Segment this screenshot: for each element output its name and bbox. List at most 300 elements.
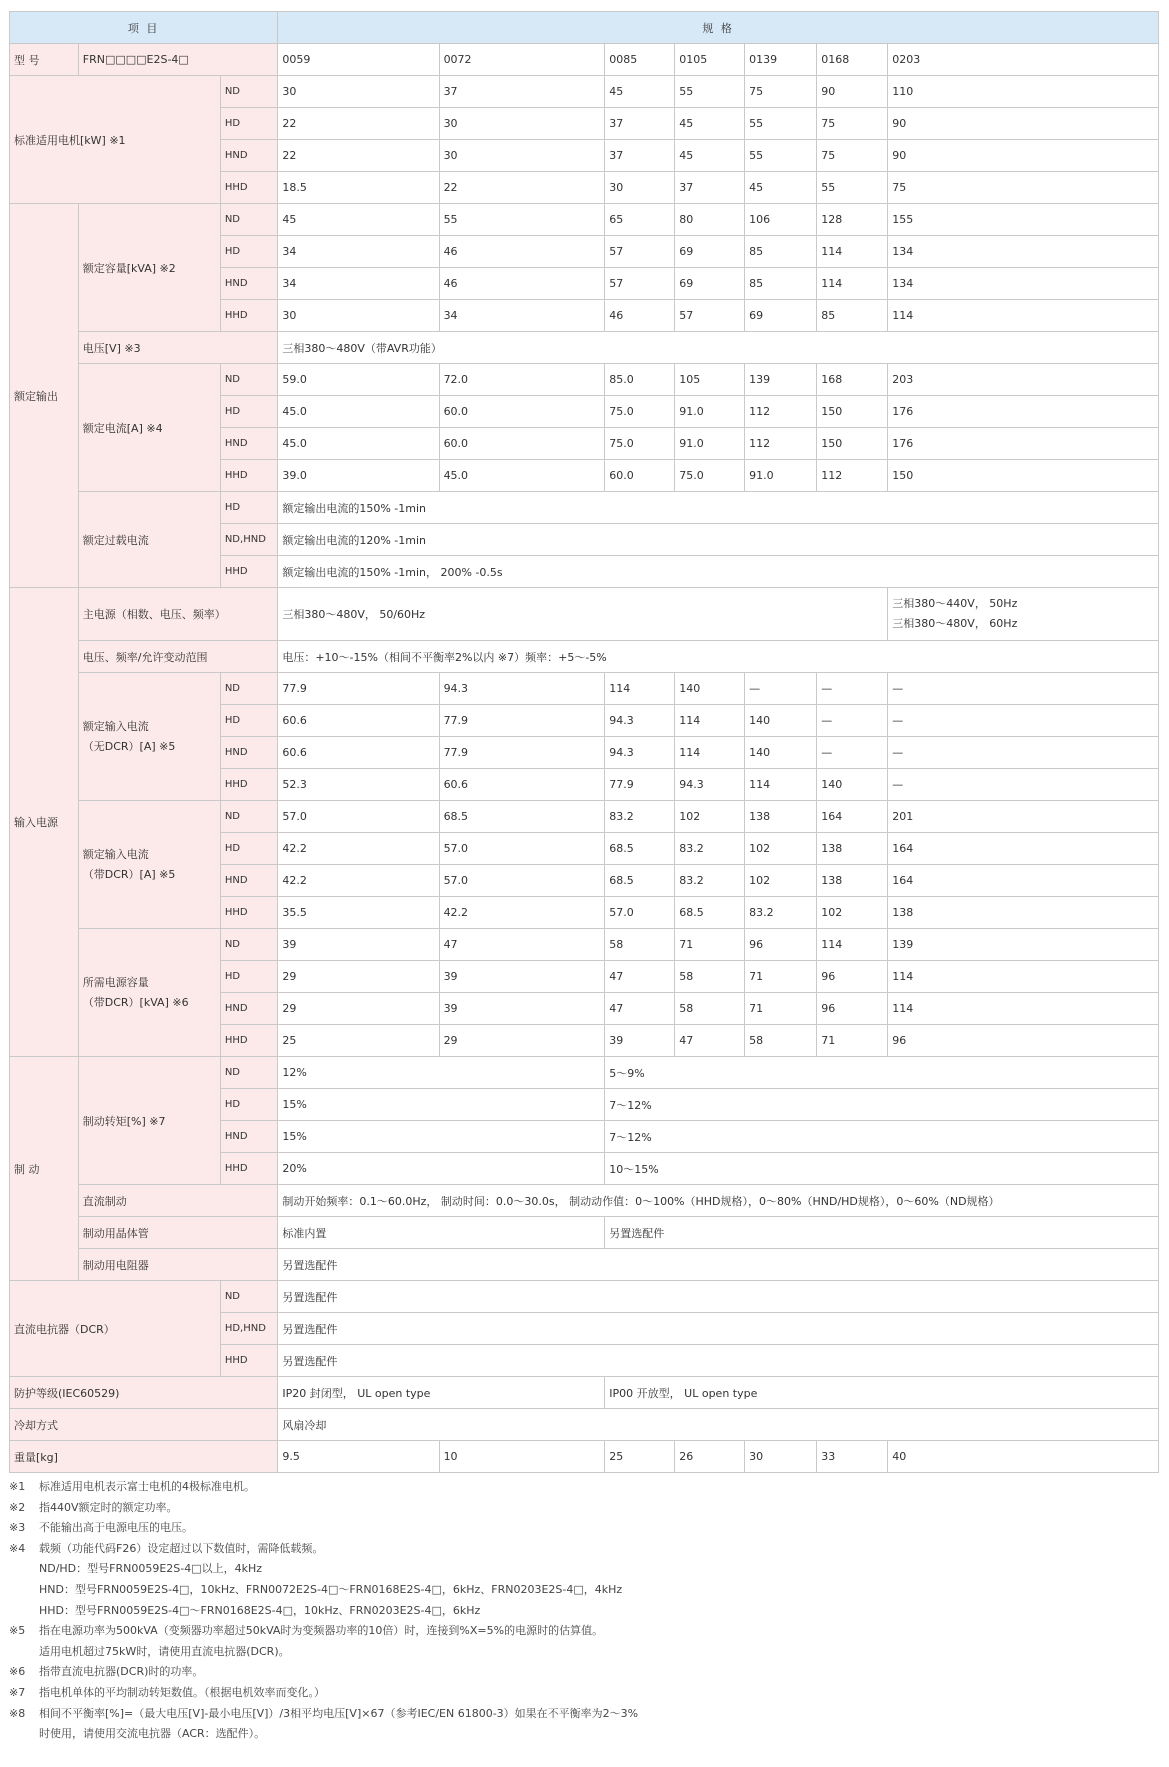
model-label: 型 号: [10, 44, 79, 76]
cell: 68.5: [605, 865, 675, 897]
cell: 0168: [817, 44, 888, 76]
main-power-row: [10, 588, 1159, 641]
mode-label: HHD: [220, 1025, 278, 1057]
footnote-key: ※2: [9, 1500, 26, 1514]
cell: 138: [745, 801, 817, 833]
cell: 0139: [745, 44, 817, 76]
cell: 140: [675, 673, 745, 705]
withdcr-label-line1: 额定输入电流: [82, 847, 149, 861]
footnote-text: HND：型号FRN0059E2S-4□，10kHz、FRN0072E2S-4□～FRN0168E2S-4□，6kHz、FRN0203E2S-4□，4kHz: [39, 1582, 623, 1596]
mode-label: HHD: [220, 300, 278, 332]
cell: 110: [888, 76, 1159, 108]
cell: 77.9: [605, 769, 675, 801]
footnote-key: ※7: [9, 1685, 26, 1699]
mode-label: HHD: [220, 460, 278, 492]
cell: 57: [675, 300, 745, 332]
model-row: [10, 44, 1159, 76]
mode-label: HHD: [220, 1345, 278, 1377]
mode-label: HHD: [220, 1153, 278, 1185]
overload-label: 额定过载电流: [78, 492, 220, 588]
voltage-label: 电压[V] ※3: [78, 332, 278, 364]
cell: 34: [278, 236, 439, 268]
mode-label: HD,HND: [220, 1313, 278, 1345]
cell: —: [817, 673, 888, 705]
footnote-text: 指在电源功率为500kVA（变频器功率超过50kVA时为变频器功率的10倍）时，连接到%X=5%的电源时的估算值。: [39, 1624, 604, 1638]
cell: 114: [888, 961, 1159, 993]
cell: 12%: [278, 1057, 605, 1089]
cell: 18.5: [278, 172, 439, 204]
cell: 71: [675, 929, 745, 961]
dc-brake-row: [10, 1185, 1159, 1217]
overload-row-hd: [10, 492, 1159, 524]
torque-row-nd: [10, 1057, 1159, 1089]
cell: 55: [745, 108, 817, 140]
braking-label: 制 动: [10, 1057, 79, 1281]
weight-row: [10, 1441, 1159, 1473]
cell: 30: [439, 140, 605, 172]
footnote-text: 时使用，请使用交流电抗器（ACR：选配件）。: [39, 1727, 266, 1741]
cell: 45: [675, 108, 745, 140]
cell: 55: [745, 140, 817, 172]
cell: 39: [439, 993, 605, 1025]
footnote: [9, 1498, 1159, 1519]
cell: 30: [439, 108, 605, 140]
cell: 45.0: [278, 396, 439, 428]
cell: 94.3: [675, 769, 745, 801]
cell: 112: [817, 460, 888, 492]
resistor-value: 另置选配件: [278, 1249, 1159, 1281]
cell: 85: [817, 300, 888, 332]
cell: 114: [675, 705, 745, 737]
footnote-key: ※6: [9, 1665, 26, 1679]
mode-label: HND: [220, 865, 278, 897]
mode-label: HHD: [220, 897, 278, 929]
cell: 22: [278, 140, 439, 172]
cell: 42.2: [439, 897, 605, 929]
cell: 39: [439, 961, 605, 993]
cell: 42.2: [278, 833, 439, 865]
dc-brake-value: 制动开始频率：0.1～60.0Hz， 制动时间：0.0～30.0s， 制动动作值：0～100%（HHD规格），0～80%（HND/HD规格），0～60%（ND规格）: [278, 1185, 1159, 1217]
cell: 30: [278, 300, 439, 332]
mode-label: HD: [220, 108, 278, 140]
cell: 60.6: [278, 705, 439, 737]
tolerance-value: 电压：+10～-15%（相间不平衡率2%以内 ※7）频率：+5～-5%: [278, 641, 1159, 673]
cell: 85.0: [605, 364, 675, 396]
protection-row: [10, 1377, 1159, 1409]
cell: 45.0: [439, 460, 605, 492]
cell: 60.0: [605, 460, 675, 492]
mode-label: HND: [220, 268, 278, 300]
footnotes: [9, 1477, 1159, 1745]
cell: 9.5: [278, 1441, 439, 1473]
nodcr-label-line2: （无DCR）[A] ※5: [82, 739, 176, 753]
cell: 另置选配件: [278, 1345, 1159, 1377]
cell: 102: [745, 865, 817, 897]
footnote: [9, 1518, 1159, 1539]
footnote-text: 指带直流电抗器(DCR)时的功率。: [39, 1665, 204, 1679]
main-power-label: 主电源（相数、电压、频率）: [78, 588, 278, 641]
cell: 68.5: [675, 897, 745, 929]
cell: 77.9: [439, 705, 605, 737]
footnote: [9, 1724, 1159, 1745]
cell: 37: [675, 172, 745, 204]
cell: 29: [278, 993, 439, 1025]
cell: 25: [278, 1025, 439, 1057]
nodcr-row-nd: [10, 673, 1159, 705]
footnote-text: 载频（功能代码F26）设定超过以下数值时，需降低载频。: [39, 1541, 324, 1555]
cell: 96: [745, 929, 817, 961]
footnote-text: 适用电机超过75kW时，请使用直流电抗器(DCR)。: [39, 1644, 290, 1658]
cell: —: [888, 705, 1159, 737]
withdcr-row-nd: [10, 801, 1159, 833]
mode-label: HHD: [220, 556, 278, 588]
cell: —: [888, 769, 1159, 801]
footnote-text: ND/HD：型号FRN0059E2S-4□以上，4kHz: [39, 1562, 263, 1576]
cell: 75: [817, 108, 888, 140]
cell: 83.2: [745, 897, 817, 929]
weight-label: 重量[kg]: [10, 1441, 278, 1473]
transistor-value-b: 另置选配件: [605, 1217, 1159, 1249]
cell: 55: [675, 76, 745, 108]
main-power-last: [888, 588, 1159, 641]
cell: 57.0: [439, 865, 605, 897]
cell: 30: [745, 1441, 817, 1473]
cell: 134: [888, 268, 1159, 300]
cell: 91.0: [675, 428, 745, 460]
footnote: [9, 1642, 1159, 1663]
cell: 75.0: [605, 428, 675, 460]
mode-label: HD: [220, 396, 278, 428]
footnote: [9, 1621, 1159, 1642]
cell: 90: [817, 76, 888, 108]
cell: 114: [817, 929, 888, 961]
cell: 57: [605, 236, 675, 268]
cell: 0203: [888, 44, 1159, 76]
cell: 105: [675, 364, 745, 396]
cell: 35.5: [278, 897, 439, 929]
cell: 57.0: [439, 833, 605, 865]
cell: 34: [278, 268, 439, 300]
cell: 45.0: [278, 428, 439, 460]
voltage-row: [10, 332, 1159, 364]
torque-label: 制动转矩[%] ※7: [78, 1057, 220, 1185]
tolerance-label: 电压、频率/允许变动范围: [78, 641, 278, 673]
resistor-label: 制动用电阻器: [78, 1249, 278, 1281]
cell: 0072: [439, 44, 605, 76]
footnote: [9, 1601, 1159, 1622]
cell: 176: [888, 396, 1159, 428]
power-row-nd: [10, 929, 1159, 961]
cell: 47: [605, 961, 675, 993]
cell: 94.3: [605, 737, 675, 769]
cell: 139: [888, 929, 1159, 961]
mode-label: ND: [220, 801, 278, 833]
cell: 58: [675, 961, 745, 993]
footnote: [9, 1580, 1159, 1601]
cell: 34: [439, 300, 605, 332]
cell: 57.0: [605, 897, 675, 929]
cell: 68.5: [605, 833, 675, 865]
voltage-value: 三相380～480V（带AVR功能）: [278, 332, 1159, 364]
footnote: [9, 1704, 1159, 1725]
cell: 58: [675, 993, 745, 1025]
cell: 60.6: [439, 769, 605, 801]
cell: 102: [675, 801, 745, 833]
cell: 57: [605, 268, 675, 300]
current-label: 额定电流[A] ※4: [78, 364, 220, 492]
cell: 46: [439, 236, 605, 268]
cell: 10～15%: [605, 1153, 1159, 1185]
cell: 138: [888, 897, 1159, 929]
motor-row-nd: [10, 76, 1159, 108]
cell: 91.0: [745, 460, 817, 492]
cell: 91.0: [675, 396, 745, 428]
cell: 15%: [278, 1089, 605, 1121]
cell: 69: [745, 300, 817, 332]
cell: 58: [745, 1025, 817, 1057]
mode-label: HHD: [220, 769, 278, 801]
cell: 164: [888, 865, 1159, 897]
cell: 39: [605, 1025, 675, 1057]
cell: 45: [745, 172, 817, 204]
cell: 60.0: [439, 396, 605, 428]
cell: 52.3: [278, 769, 439, 801]
mode-label: HD: [220, 833, 278, 865]
cell: 10: [439, 1441, 605, 1473]
cell: 30: [278, 76, 439, 108]
mode-label: ND: [220, 929, 278, 961]
model-pattern: FRN□□□□E2S-4□: [78, 44, 278, 76]
cell: 39: [278, 929, 439, 961]
cell: 47: [675, 1025, 745, 1057]
cell: 0085: [605, 44, 675, 76]
footnote-text: HHD：型号FRN0059E2S-4□～FRN0168E2S-4□，10kHz、FRN0203E2S-4□，6kHz: [39, 1603, 481, 1617]
cell: 29: [439, 1025, 605, 1057]
cell: 75.0: [675, 460, 745, 492]
cell: 69: [675, 236, 745, 268]
mode-label: HND: [220, 428, 278, 460]
mode-label: HND: [220, 140, 278, 172]
footnote-key: ※5: [9, 1624, 26, 1638]
cell: 55: [439, 204, 605, 236]
cell: 72.0: [439, 364, 605, 396]
mode-label: HD: [220, 492, 278, 524]
cell: 45: [278, 204, 439, 236]
cell: 150: [888, 460, 1159, 492]
cell: 112: [745, 428, 817, 460]
cell: 140: [817, 769, 888, 801]
cell: 168: [817, 364, 888, 396]
cell: 112: [745, 396, 817, 428]
cell: —: [888, 673, 1159, 705]
cell: 0105: [675, 44, 745, 76]
cell: —: [888, 737, 1159, 769]
cell: 37: [439, 76, 605, 108]
protection-value-a: IP20 封闭型， UL open type: [278, 1377, 605, 1409]
mode-label: ND,HND: [220, 524, 278, 556]
footnote-key: ※1: [9, 1480, 26, 1493]
dc-brake-label: 直流制动: [78, 1185, 278, 1217]
cell: 37: [605, 140, 675, 172]
cell: 71: [745, 961, 817, 993]
cell: 46: [605, 300, 675, 332]
cell: 102: [745, 833, 817, 865]
cell: 114: [888, 300, 1159, 332]
cell: 69: [675, 268, 745, 300]
cell: 71: [745, 993, 817, 1025]
cell: 47: [439, 929, 605, 961]
cell: 201: [888, 801, 1159, 833]
cell: 150: [817, 428, 888, 460]
footnote-text: 指440V额定时的额定功率。: [39, 1500, 178, 1514]
capacity-label: 额定容量[kVA] ※2: [78, 204, 220, 332]
main-power-last-line1: 三相380～440V， 50Hz: [892, 597, 1018, 610]
cell: 65: [605, 204, 675, 236]
cell: 106: [745, 204, 817, 236]
cell: 155: [888, 204, 1159, 236]
cell: 68.5: [439, 801, 605, 833]
cell: —: [745, 673, 817, 705]
power-label-line1: 所需电源容量: [82, 975, 149, 989]
power-label: [78, 929, 220, 1057]
cell: 85: [745, 268, 817, 300]
header-item: 项 目: [10, 12, 278, 44]
cell: 45: [675, 140, 745, 172]
cell: 22: [278, 108, 439, 140]
footnote-key: ※4: [9, 1541, 26, 1555]
cell: 57.0: [278, 801, 439, 833]
motor-label: 标准适用电机[kW] ※1: [10, 76, 221, 204]
protection-value-b: IP00 开放型， UL open type: [605, 1377, 1159, 1409]
capacity-row-nd: [10, 204, 1159, 236]
cell: 59.0: [278, 364, 439, 396]
mode-label: ND: [220, 1057, 278, 1089]
mode-label: ND: [220, 364, 278, 396]
cell: 85: [745, 236, 817, 268]
cell: 另置选配件: [278, 1281, 1159, 1313]
cell: 7～12%: [605, 1121, 1159, 1153]
cell: 75: [745, 76, 817, 108]
cell: 77.9: [439, 737, 605, 769]
mode-label: ND: [220, 1281, 278, 1313]
cell: 134: [888, 236, 1159, 268]
transistor-row: [10, 1217, 1159, 1249]
cell: 额定输出电流的150% -1min， 200% -0.5s: [278, 556, 1159, 588]
cell: 94.3: [605, 705, 675, 737]
footnote: [9, 1662, 1159, 1683]
cell: 20%: [278, 1153, 605, 1185]
mode-label: HND: [220, 1121, 278, 1153]
input-label: 输入电源: [10, 588, 79, 1057]
cell: 33: [817, 1441, 888, 1473]
mode-label: ND: [220, 204, 278, 236]
dcr-label: 直流电抗器（DCR）: [10, 1281, 221, 1377]
nodcr-label-line1: 额定输入电流: [82, 719, 149, 733]
cell: 140: [745, 705, 817, 737]
tolerance-row: [10, 641, 1159, 673]
cell: 96: [817, 961, 888, 993]
cooling-value: 风扇冷却: [278, 1409, 1159, 1441]
power-label-line2: （带DCR）[kVA] ※6: [82, 995, 189, 1009]
resistor-row: [10, 1249, 1159, 1281]
cell: 203: [888, 364, 1159, 396]
footnote: [9, 1683, 1159, 1704]
cell: 150: [817, 396, 888, 428]
cell: 90: [888, 140, 1159, 172]
footnote-text: 标准适用电机表示富士电机的4极标准电机。: [39, 1480, 255, 1493]
cell: 60.6: [278, 737, 439, 769]
footnote: [9, 1539, 1159, 1560]
cell: 75: [888, 172, 1159, 204]
mode-label: HD: [220, 1089, 278, 1121]
cell: 138: [817, 865, 888, 897]
cell: 90: [888, 108, 1159, 140]
cell: 176: [888, 428, 1159, 460]
cell: 46: [439, 268, 605, 300]
cell: 22: [439, 172, 605, 204]
cell: 40: [888, 1441, 1159, 1473]
cell: 47: [605, 993, 675, 1025]
footnote-text: 相间不平衡率[%]=（最大电压[V]-最小电压[V]）/3相平均电压[V]×67（参考IEC/EN 61800-3）如果在不平衡率为2～3%: [39, 1706, 639, 1720]
footnote: [9, 1477, 1159, 1498]
cell: 75: [817, 140, 888, 172]
mode-label: HD: [220, 236, 278, 268]
cell: 96: [888, 1025, 1159, 1057]
cell: 30: [605, 172, 675, 204]
footnote: [9, 1559, 1159, 1580]
mode-label: HND: [220, 737, 278, 769]
cell: 71: [817, 1025, 888, 1057]
cell: 37: [605, 108, 675, 140]
header-spec: 规 格: [278, 12, 1159, 44]
spec-table: [9, 11, 1159, 1473]
table-header: [10, 12, 1159, 44]
cell: 139: [745, 364, 817, 396]
cell: 45: [605, 76, 675, 108]
cell: 114: [745, 769, 817, 801]
cell: 96: [817, 993, 888, 1025]
cell: 额定输出电流的120% -1min: [278, 524, 1159, 556]
cell: 114: [817, 268, 888, 300]
cell: 29: [278, 961, 439, 993]
cell: 额定输出电流的150% -1min: [278, 492, 1159, 524]
cell: 80: [675, 204, 745, 236]
mode-label: HND: [220, 993, 278, 1025]
cell: 15%: [278, 1121, 605, 1153]
dcr-row-nd: [10, 1281, 1159, 1313]
cell: 另置选配件: [278, 1313, 1159, 1345]
main-power-last-line2: 三相380～480V， 60Hz: [892, 617, 1018, 630]
cell: 26: [675, 1441, 745, 1473]
withdcr-label-line2: （带DCR）[A] ※5: [82, 867, 176, 881]
cell: 164: [888, 833, 1159, 865]
transistor-label: 制动用晶体管: [78, 1217, 278, 1249]
cell: 7～12%: [605, 1089, 1159, 1121]
cooling-label: 冷却方式: [10, 1409, 278, 1441]
cell: 60.0: [439, 428, 605, 460]
footnote-text: 不能输出高于电源电压的电压。: [39, 1521, 193, 1535]
cell: 25: [605, 1441, 675, 1473]
mode-label: ND: [220, 76, 278, 108]
cell: 55: [817, 172, 888, 204]
cell: 140: [745, 737, 817, 769]
cell: 114: [605, 673, 675, 705]
cell: 58: [605, 929, 675, 961]
footnote-key: ※3: [9, 1521, 26, 1535]
cell: 0059: [278, 44, 439, 76]
footnote-key: ※8: [9, 1706, 26, 1720]
cell: 5～9%: [605, 1057, 1159, 1089]
